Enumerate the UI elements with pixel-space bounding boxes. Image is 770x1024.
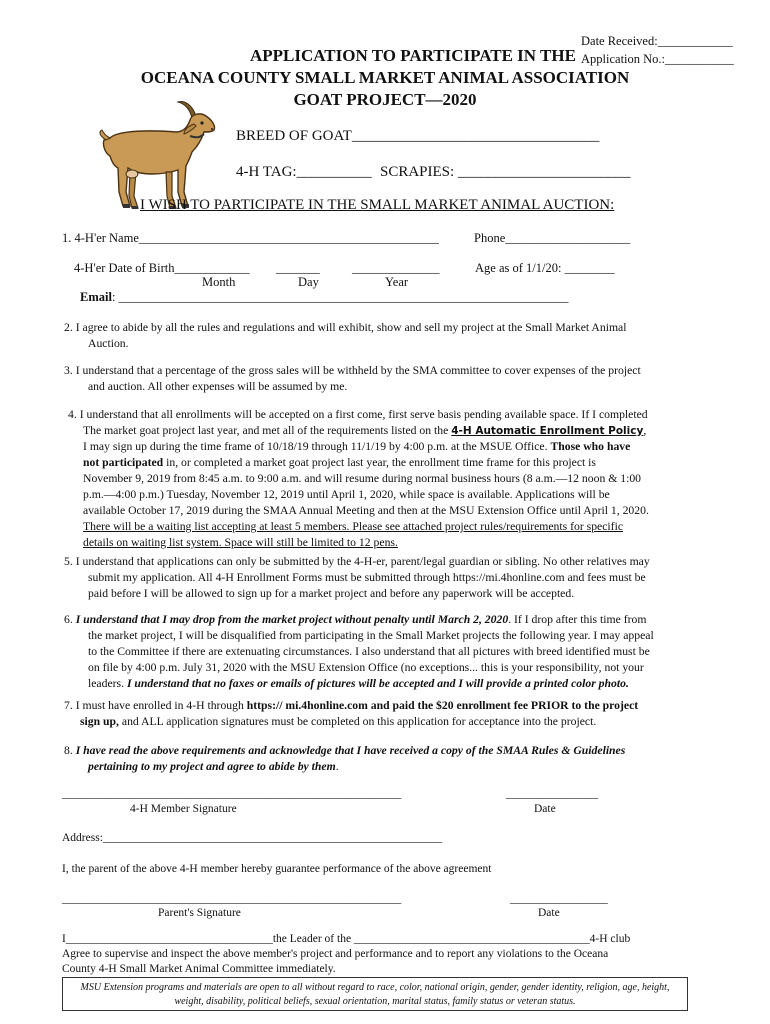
date-of-birth-field[interactable]: 4-H'er Date of Birth____________ — [74, 261, 250, 275]
dob-day-blank[interactable]: _______ — [276, 261, 320, 275]
member-date-label: Date — [534, 803, 556, 815]
scrapies-field[interactable]: SCRAPIES: _______________________ — [380, 164, 631, 180]
leader-field[interactable]: I____________________________________the Leader of the _________________________________________4-H club — [62, 933, 631, 945]
enrollment-policy-link[interactable]: 4-H Automatic Enrollment Policy — [451, 425, 644, 437]
application-no-field[interactable]: Application No.:___________ — [581, 52, 734, 66]
item-8: 8. I have read the above requirements and acknowledge that I have received a copy of the SMAA Rules & Guidelines pertaining to my project and agree to abide by them. — [64, 744, 626, 773]
member-signature-line[interactable]: ___________________________________________________________ — [62, 788, 402, 800]
footer-line-1: MSU Extension programs and materials are open to all without regard to race, color, national origin, gender, gender identity, religion, age, height, — [80, 982, 670, 993]
auction-statement: I WISH TO PARTICIPATE IN THE SMALL MARKET ANIMAL AUCTION: — [140, 197, 615, 213]
year-label: Year — [385, 275, 409, 289]
item-3: 3. I understand that a percentage of the gross sales will be withheld by the SMA committee to cover expenses of the project and auction. All other expenses will be assumed by me. — [64, 364, 641, 393]
leader-statement-1: Agree to supervise and inspect the above member's project and performance and to report any violations to the Oceana — [62, 948, 609, 960]
parent-signature-label: Parent's Signature — [158, 907, 241, 919]
parent-statement: I, the parent of the above 4-H member hereby guarantee performance of the above agreement — [62, 863, 492, 875]
member-name-field[interactable]: 1. 4-H'er Name________________________________________________ — [62, 231, 439, 245]
age-field[interactable]: Age as of 1/1/20: ________ — [475, 261, 615, 275]
footer-line-2: weight, disability, political beliefs, sexual orientation, marital status, family status or veteran status. — [174, 996, 576, 1007]
item-6: 6. I understand that I may drop from the market project without penalty until March 2, 2020. If I drop after this time from the market project, I will be disqualified from participating in the Small Market projects the following year. I may appeal to the Committee if there are extenuating circumstances. I also understand that all pictures with breed identified must be on file by 4:00 p.m. July 31, 2020 with the MSU Extension Office (no exceptions... this is your responsibility, not your leaders. I understand that no faxes or emails of pictures will be accepted and I will provide a printed color photo. — [64, 613, 654, 690]
title-line-3: GOAT PROJECT—2020 — [293, 90, 477, 109]
4h-tag-field[interactable]: 4-H TAG:__________ — [236, 164, 372, 180]
item-4: 4. I understand that all enrollments will be accepted on a first come, first serve basis pending available space. If I completed The market goat project last year, and met all of the requirements listed on the 4-H Automatic Enrollment Policy, I may sign up during the time frame of 10/18/19 through 11/1/19 by 4:00 p.m. at the MSUE Office. Those who have not participated in, or completed a market goat project last year, the enrollment time frame for this project is November 9, 2019 from 8:45 a.m. to 9:00 a.m. and will resume during normal business hours (8 a.m.—12 noon & 1:00 p.m.—4:00 p.m.) Tuesday, November 12, 2019 until April 1, 2020, while space is available. Applications will be available October 17, 2019 during the SMAA Annual Meeting and then at the MSU Extension Office until April 1, 2020. There will be a waiting list accepting at least 5 members. Please see attached project rules/requirements for specific details on waiting list system. Space will still be limited to 12 pens. — [68, 408, 649, 549]
item-2: 2. I agree to abide by all the rules and regulations and will exhibit, show and sell my project at the Small Market Animal Auction. — [64, 321, 627, 350]
address-field[interactable]: Address:___________________________________________________________ — [62, 832, 443, 844]
item-7: 7. I must have enrolled in 4-H through https:// mi.4honline.com and paid the $20 enrollment fee PRIOR to the project sign up, and ALL application signatures must be completed on this application for acceptance into the project. — [64, 699, 639, 728]
member-date-line[interactable]: ________________ — [506, 788, 598, 800]
title-line-2: OCEANA COUNTY SMALL MARKET ANIMAL ASSOCIATION — [140, 68, 630, 87]
nondiscrimination-footer — [62, 977, 688, 1011]
email-field[interactable] — [80, 290, 569, 305]
parent-date-label: Date — [538, 907, 560, 919]
day-label: Day — [298, 275, 319, 289]
email-label: Email — [80, 290, 112, 304]
month-label: Month — [202, 275, 236, 289]
breed-of-goat-field[interactable]: BREED OF GOAT_________________________________ — [236, 128, 600, 144]
date-received-field[interactable]: Date Received:____________ — [581, 34, 733, 48]
member-signature-label: 4-H Member Signature — [130, 803, 237, 815]
item-5: 5. I understand that applications can only be submitted by the 4-H-er, parent/legal guardian or sibling. No other relatives may submit my application. All 4-H Enrollment Forms must be submitted through https://mi.4honline.com and fees must be paid before I will be allowed to sign up for a market project and before any paperwork will be accepted. — [64, 555, 650, 600]
email-line[interactable]: : ________________________________________________________________________ — [111, 290, 569, 304]
dob-year-blank[interactable]: ______________ — [352, 261, 440, 275]
parent-signature-line[interactable]: ___________________________________________________________ — [62, 893, 402, 905]
parent-date-line[interactable]: _________________ — [510, 893, 608, 905]
title-line-1: APPLICATION TO PARTICIPATE IN THE — [250, 46, 576, 65]
leader-statement-2: County 4-H Small Market Animal Committee immediately. — [62, 963, 336, 975]
phone-field[interactable]: Phone____________________ — [474, 231, 631, 245]
